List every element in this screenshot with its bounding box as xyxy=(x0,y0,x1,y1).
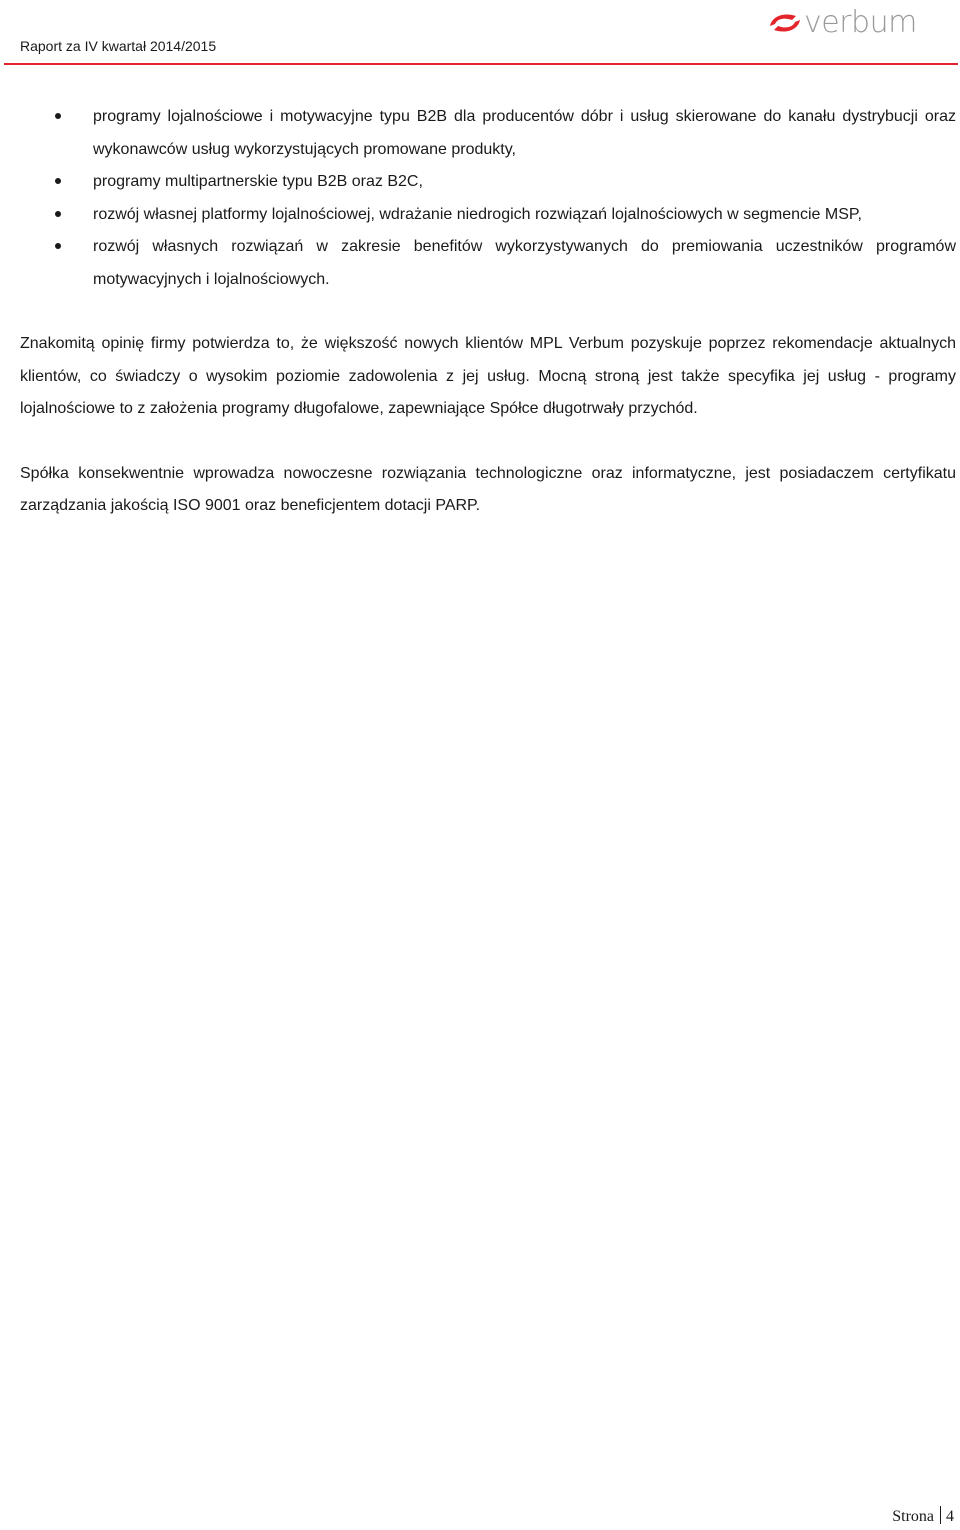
footer-divider xyxy=(940,1506,941,1524)
list-item-text: programy multipartnerskie typu B2B oraz B2C, xyxy=(93,173,423,190)
bullet-icon xyxy=(55,211,61,217)
paragraph: Znakomitą opinię firmy potwierdza to, że większość nowych klientów MPL Verbum pozyskuje poprzez rekomendacje aktualnych klientów, co świadczy o wysokim poziomie zadowolenia z jej usług. Mocną stroną jest także specyfika jej usług - programy lojalnościowe to z założenia programy długofalowe, zapewniające Spółce długotrwały przychód. xyxy=(20,335,956,417)
page-header xyxy=(0,0,960,64)
list-item xyxy=(20,199,956,232)
list-item xyxy=(20,166,956,199)
list-item-text: rozwój własnej platformy lojalnościowej, wdrażanie niedrogich rozwiązań lojalnościowych w segmencie MSP, xyxy=(93,205,862,223)
paragraph-block xyxy=(20,328,956,523)
list-item-text: rozwój własnych rozwiązań w zakresie benefitów wykorzystywanych do premiowania uczestników programów motywacyjnych i lojalnościowych. xyxy=(93,238,956,288)
bullet-list xyxy=(20,101,956,296)
report-title: Raport za IV kwartał 2014/2015 xyxy=(20,38,217,54)
document-body xyxy=(20,101,956,523)
bullet-icon xyxy=(55,113,61,119)
page-footer xyxy=(892,1506,954,1526)
bullet-icon xyxy=(55,178,61,184)
verbum-logo xyxy=(766,4,936,40)
svg-text:verbum: verbum xyxy=(804,5,917,40)
bullet-icon xyxy=(55,243,61,249)
list-item-text: programy lojalnościowe i motywacyjne typu B2B dla producentów dóbr i usług skierowane do kanału dystrybucji oraz wykonawców usług wykorzystujących promowane produkty, xyxy=(93,108,956,158)
page-number: 4 xyxy=(946,1508,954,1525)
list-item xyxy=(20,101,956,166)
page-label: Strona xyxy=(892,1508,934,1525)
paragraph: Spółka konsekwentnie wprowadza nowoczesne rozwiązania technologiczne oraz informatyczne, jest posiadaczem certyfikatu zarządzania jakością ISO 9001 oraz beneficjentem dotacji PARP. xyxy=(20,464,956,514)
header-divider xyxy=(4,63,958,65)
list-item xyxy=(20,231,956,296)
